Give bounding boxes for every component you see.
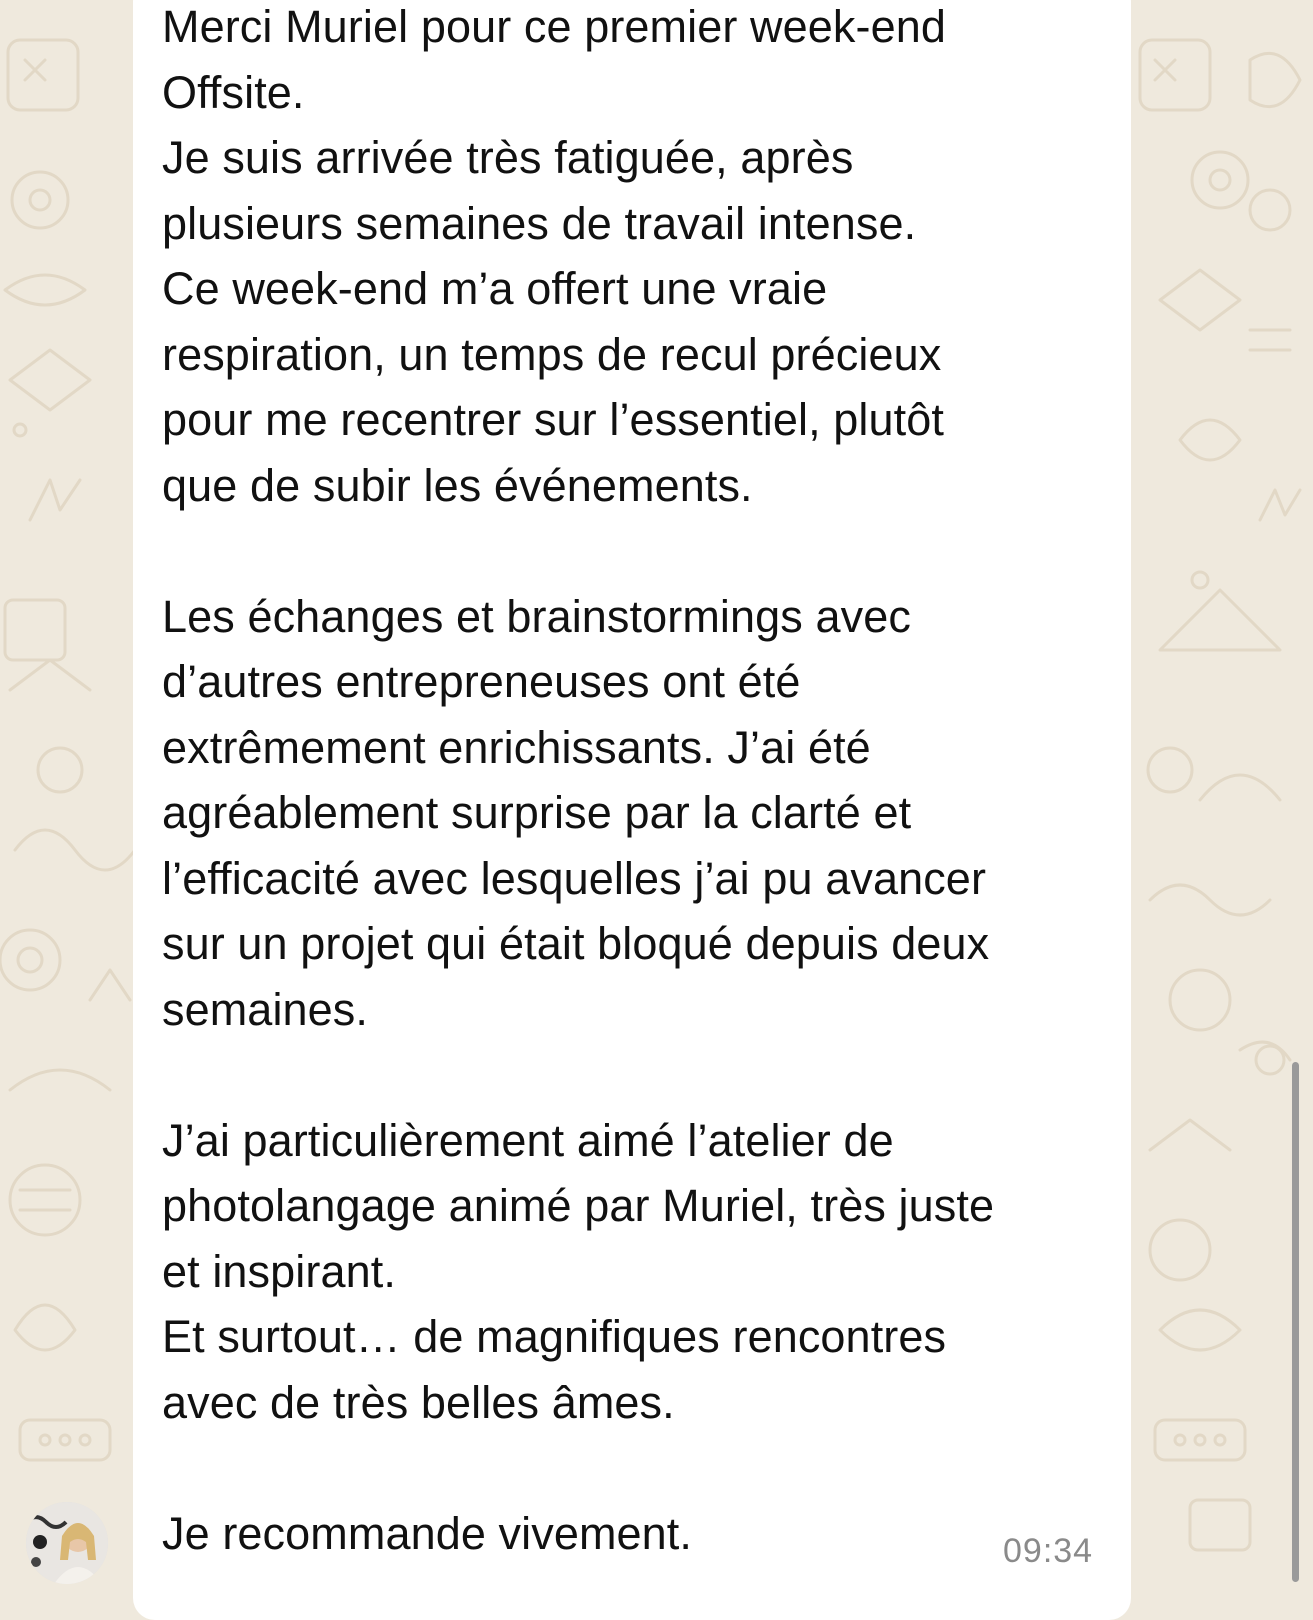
scrollbar[interactable] xyxy=(1292,1062,1299,1582)
message-timestamp: 09:34 xyxy=(1003,1532,1094,1570)
sender-avatar[interactable] xyxy=(26,1502,108,1584)
message-paragraph: Je recommande vivement. xyxy=(162,1507,693,1559)
message-paragraph: Merci Muriel pour ce premier week-end Offsite. Je suis arrivée très fatiguée, après plusieurs semaines de travail intense. Ce week-end m’a offert une vraie respiration, un temps de recul précieux pour me recentrer sur l’essentiel, plutôt que de subir les événements. xyxy=(162,1,946,511)
message-paragraph: Les échanges et brainstormings avec d’autres entrepreneuses ont été extrêmement enrichissants. J’ai été agréablement surprise par la clarté et l’efficacité avec lesquelles j’ai pu avancer sur un projet qui était bloqué depuis deux semaines. xyxy=(162,590,990,1035)
message-text xyxy=(162,0,1112,1566)
message-paragraph: J’ai particulièrement aimé l’atelier de photolangage animé par Muriel, très juste et inspirant. Et surtout… de magnifiques rencontres avec de très belles âmes. xyxy=(162,1114,995,1428)
user-avatar-icon xyxy=(26,1502,108,1584)
